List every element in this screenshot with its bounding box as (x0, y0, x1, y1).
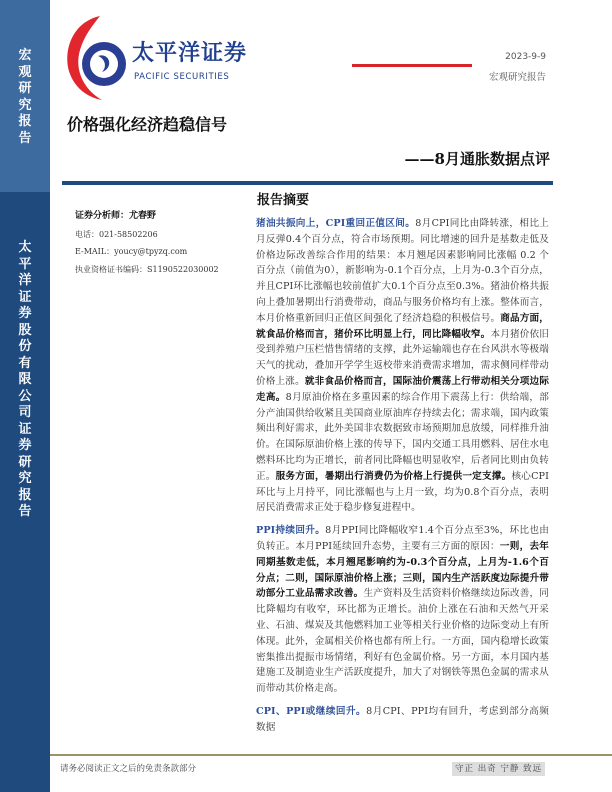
bold-text: 就非食品价格而言，国际油价震荡上行带动相关分项边际走高。 (256, 375, 550, 403)
report-type: 宏观研究报告 (488, 72, 546, 83)
red-divider (352, 64, 472, 67)
bold-text: 商品方面，就食品价格而言，猪价环比明显上行，同比降幅收窄。 (256, 312, 550, 340)
bold-text: 服务方面，暑期出行消费仍为价格上行提供一定支撑。 (275, 470, 512, 482)
brand-name-cn: 太平洋证券 (132, 41, 248, 66)
analyst-phone: 电话：021-58502206 (75, 229, 158, 239)
analyst-license: 执业资格证书编码：S1190522030002 (75, 264, 219, 274)
bold-text: 一则，去年同期基数走低，本月翘尾影响约为-0.3个百分点，上月为-1.6个百分点；二则，国际原油价格上涨；三则，国内生产活跃度边际提升带动部分工业品需求改善。 (256, 540, 549, 600)
footer-disclaimer[interactable]: 请务必阅读正文之后的免责条款部分 (60, 764, 197, 774)
body-text: 8月PPI同比降幅收窄1.4个百分点至3%，环比也由负转正。本月PPI延续回升态势，主要有三方面的原因： (256, 525, 549, 552)
body-text: 生产资料及生活资料价格继续边际改善，同比降幅均有收窄，环比都为正增长。油价上涨在石油和天然气开采业、石油、煤炭及其他燃料加工业等相关行业价格的边际变动上有所体现。此外，金属相关价格也都有所上行。一方面，国内稳增长政策密集推出提振市场情绪，利好有色金属价格。另一方面，本月国内基建施工及制造业生产活跃度提升，加大了对钢铁等黑色金属的需求从而带动其价格走高。 (256, 588, 549, 695)
abstract-heading: 报告摘要 (257, 193, 310, 208)
paragraph-heading: 猪油共振向上，CPI重回正值区间。 (256, 218, 416, 229)
footer-divider (50, 754, 612, 756)
body-text: 8月CPI同比由降转涨，相比上月反弹0.4个百分点，符合市场预期。同比增速的回升是基数走低及价格边际改善综合作用的结果：本月翘尾因素影响同比涨幅 0.2 个百分点（前值为0），新影响为-0.1个百分点，上月为-0.3个百分点，并且CPI环比涨幅也较前值扩大0.1个百分点至0.3%。猪油价格共振向上叠加暑期出行消费带动，商品与服务价格均有上涨。整体而言，本月价格重新回归正值区间强化了经济趋稳的积极信号。 (256, 218, 549, 324)
abstract-paragraph (256, 704, 549, 736)
report-subtitle: ——8月通胀数据点评 (404, 150, 550, 168)
analyst-name: 证券分析师：尤春野 (75, 211, 157, 221)
title-divider (62, 181, 553, 185)
sidebar-company: 太平洋证券股份有限公司证券研究报告 (18, 240, 32, 519)
footer-motto: 守正 出奇 宁静 致远 (452, 762, 545, 776)
abstract-paragraph (256, 523, 549, 697)
paragraph-heading: PPI持续回升。 (256, 525, 326, 537)
brand-name-en: PACIFIC SECURITIES (134, 72, 230, 82)
abstract-paragraph (256, 216, 549, 516)
body-text: 8月原油价格在多重因素的综合作用下震荡上行：供给端，部分产油国供给收紧且美国商业原油库存持续去化；需求端，国内政策频出利好需求，此外美国非农数据致市场预期加息放缓，同样推升油价。在国际原油价格上涨的传导下，国内交通工具用燃料、居住水电燃料环比均为正增长，前者同比降幅也明显收窄，后者同比则由负转正。 (256, 391, 549, 482)
abstract-body (256, 216, 549, 743)
paragraph-heading: CPI、PPI或继续回升。 (256, 705, 367, 717)
sidebar-report-type: 宏观研究报告 (18, 48, 32, 146)
analyst-email[interactable]: E-MAIL：youcy@tpyzq.com (75, 247, 188, 256)
body-text: 核心CPI环比与上月持平，同比涨幅也与上月一致，均为0.8个百分点，表明居民消费需求正处于稳步修复进程中。 (256, 470, 549, 514)
analyst-info (75, 208, 250, 278)
report-title: 价格强化经济趋稳信号 (67, 115, 228, 134)
body-text: 8月CPI、PPI均有回升，考虑到部分高频数据 (256, 705, 549, 733)
report-date: 2023-9-9 (505, 52, 546, 62)
body-text: 本月猪价依旧受到养殖户压栏惜售情绪的支撑，此外运输端也存在台风洪水等极端天气的扰动，叠加开学学生返校带来消费需求增加，需求侧同样带动价格上涨。 (256, 328, 549, 387)
